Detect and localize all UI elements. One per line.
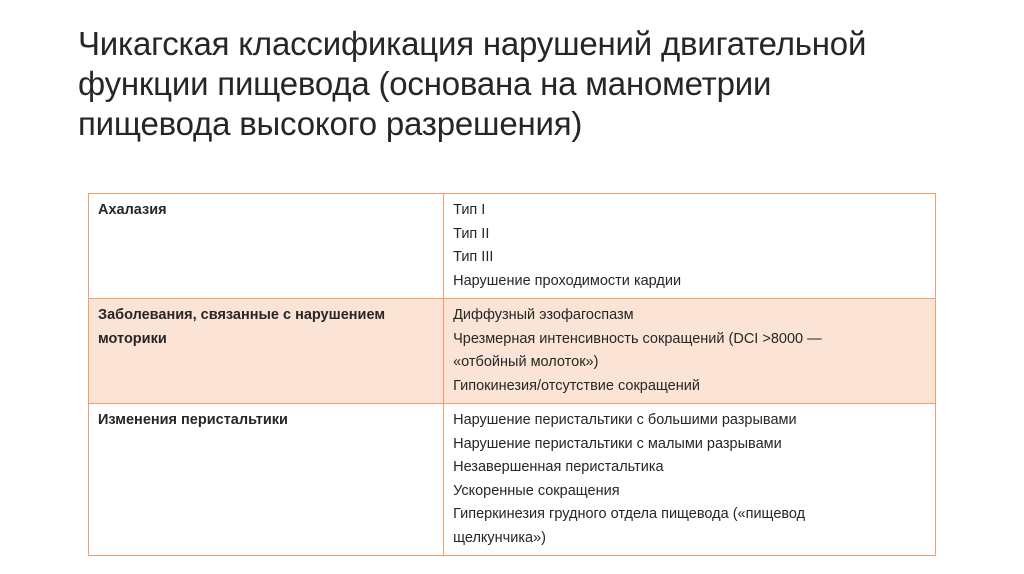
items-cell xyxy=(444,194,936,299)
title-line-1: Чикагская классификация нарушений двигательной xyxy=(78,25,867,62)
list-item: Гипокинезия/отсутствие сокращений xyxy=(453,377,700,394)
list-item: Чрезмерная интенсивность сокращений (DCI >8000 — xyxy=(453,330,822,347)
category-label: Заболевания, связанные с нарушением моторики xyxy=(98,307,386,347)
list-item: Гиперкинезия грудного отдела пищевода («пищевод xyxy=(453,506,806,522)
table-row-achalasia xyxy=(89,194,936,299)
list-item: Тип III xyxy=(453,249,494,265)
title-line-2: функции пищевода (основана на манометрии xyxy=(78,65,772,102)
list-item: Ускоренные сокращения xyxy=(453,482,620,499)
list-item: щелкунчика») xyxy=(453,529,546,546)
list-item: «отбойный молоток») xyxy=(453,354,599,370)
category-label: Ахалазия xyxy=(98,202,167,218)
list-item: Диффузный эзофагоспазм xyxy=(453,307,634,323)
category-label: Изменения перистальтики xyxy=(98,412,288,428)
list-item: Тип I xyxy=(453,202,486,218)
title-line-3: пищевода высокого разрешения) xyxy=(78,105,583,142)
list-item: Нарушение проходимости кардии xyxy=(453,272,682,289)
classification-table xyxy=(88,193,936,556)
list-item: Нарушение перистальтики с малыми разрывами xyxy=(453,435,782,452)
category-cell xyxy=(89,194,444,299)
page-title xyxy=(78,24,978,144)
classification-table-container xyxy=(88,193,936,556)
list-item: Незавершенная перистальтика xyxy=(453,459,664,475)
table-row-motility-disorders xyxy=(89,299,936,404)
category-cell xyxy=(89,299,444,404)
list-item: Тип II xyxy=(453,225,490,242)
category-cell xyxy=(89,404,444,556)
list-item: Нарушение перистальтики с большими разрывами xyxy=(453,412,797,428)
table-row-peristalsis-changes xyxy=(89,404,936,556)
items-cell xyxy=(444,404,936,556)
items-cell xyxy=(444,299,936,404)
